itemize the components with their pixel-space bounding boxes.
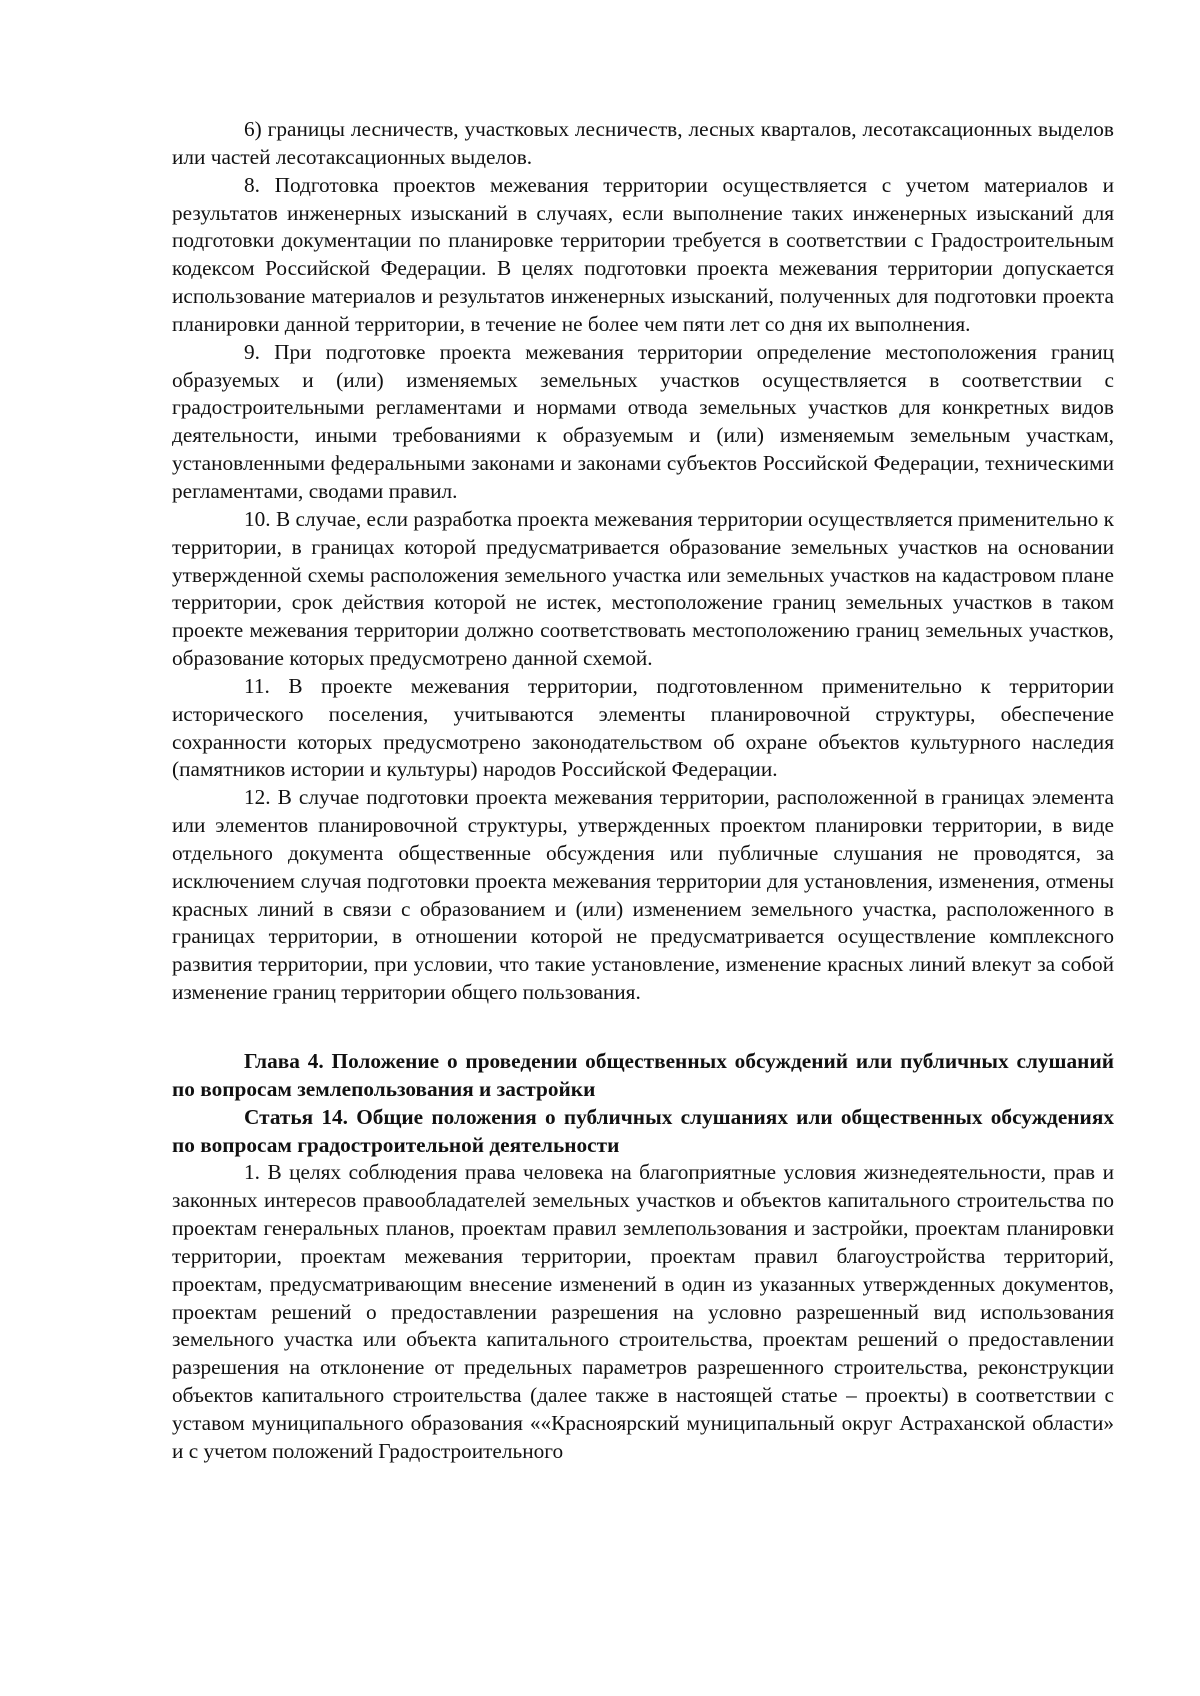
chapter-heading: Глава 4. Положение о проведении общественных обсуждений или публичных слушаний по вопросам землепользования и застройки: [172, 1049, 1114, 1101]
article-paragraph-1: 1. В целях соблюдения права человека на благоприятные условия жизнедеятельности, прав и законных интересов правообладателей земельных участков и объектов капитального строительства по проектам генеральных планов, проектам правил землепользования и застройки, проектам планировки территории, проектам межевания территории, проектам правил благоустройства территорий, проектам, предусматривающим внесение изменений в один из указанных утвержденных документов, проектам решений о предоставлении разрешения на условно разрешенный вид использования земельного участка или объекта капитального строительства, проектам решений о предоставлении разрешения на отклонение от предельных параметров разрешенного строительства, реконструкции объектов капитального строительства (далее также в настоящей статье – проекты) в соответствии с уставом муниципального образования ««Красноярский муниципальный округ Астраханской области» и с учетом положений Градостроительного: [172, 1160, 1114, 1463]
paragraph-9-boundary-location: 9. При подготовке проекта межевания территории определение местоположения границ образуемых и (или) изменяемых земельных участков осуществляется в соответствии с градостроительными регламентами и нормами отвода земельных участков для конкретных видов деятельности, иными требованиями к образуемым и (или) изменяемым земельным участкам, установленными федеральными законами и законами субъектов Российской Федерации, техническими регламентами, сводами правил.: [172, 339, 1114, 503]
paragraph-10-layout-scheme: 10. В случае, если разработка проекта межевания территории осуществляется применительно к территории, в границах которой предусматривается образование земельных участков на основании утвержденной схемы расположения земельного участка или земельных участков на кадастровом плане территории, срок действия которой не истек, местоположение границ земельных участков в таком проекте межевания территории должно соответствовать местоположению границ земельных участков, образование которых предусмотрено данной схемой.: [172, 506, 1114, 671]
paragraph-12-public-hearings: 12. В случае подготовки проекта межевания территории, расположенной в границах элемента или элементов планировочной структуры, утвержденных проектом планировки территории, в виде отдельного документа общественные обсуждения или публичные слушания не проводятся, за исключением случая подготовки проекта межевания территории для установления, изменения, отмены красных линий в связи с образованием и (или) изменением земельного участка, расположенного в границах территории, в отношении которой не предусматривается осуществление комплексного развития территории, при условии, что такие установление, изменение красных линий влекут за собой изменение границ территории общего пользования.: [172, 785, 1114, 1005]
paragraph-8-engineering-surveys: 8. Подготовка проектов межевания территории осуществляется с учетом материалов и результатов инженерных изысканий в случаях, если выполнение таких инженерных изысканий для подготовки документации по планировке территории требуется в соответствии с Градостроительным кодексом Российской Федерации. В целях подготовки проекта межевания территории допускается использование материалов и результатов инженерных изысканий, полученных для подготовки проекта планировки данной территории, в течение не более чем пяти лет со дня их выполнения.: [172, 172, 1114, 336]
article-heading: Статья 14. Общие положения о публичных слушаниях или общественных обсуждениях по вопросам градостроительной деятельности: [172, 1104, 1114, 1157]
paragraph-11-historic-settlement: 11. В проекте межевания территории, подготовленном применительно к территории исторического поселения, учитываются элементы планировочной структуры, обеспечение сохранности которых предусмотрено законодательством об охране объектов культурного наследия (памятников истории и культуры) народов Российской Федерации.: [172, 673, 1114, 782]
paragraph-6-forest-boundaries: 6) границы лесничеств, участковых лесничеств, лесных кварталов, лесотаксационных выделов или частей лесотаксационных выделов.: [172, 117, 1114, 169]
document-page: [172, 116, 1114, 1466]
section-spacer: [172, 1007, 1114, 1048]
